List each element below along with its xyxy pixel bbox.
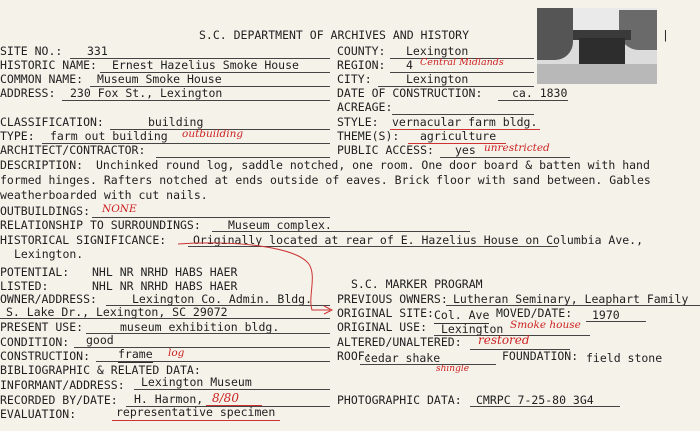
- roof-value: cedar shake: [364, 351, 441, 365]
- common-name-value: Museum Smoke House: [97, 72, 222, 86]
- foundation-label: FOUNDATION:: [502, 349, 579, 363]
- house-photo: [537, 8, 657, 84]
- moved-date-value: 1970: [592, 308, 620, 322]
- shingle-handwritten-note: shingle: [436, 364, 470, 374]
- original-use-label: ORIGINAL USE:: [337, 320, 428, 334]
- city-value: Lexington: [406, 72, 469, 86]
- owner-label: OWNER/ADDRESS:: [0, 292, 97, 306]
- evaluation-label: EVALUATION:: [0, 407, 77, 421]
- region-value: 4: [406, 58, 413, 72]
- recorded-handwritten-date: 8/80: [212, 391, 239, 405]
- type-handwritten-note: outbuilding: [182, 128, 244, 140]
- recorded-value: H. Harmon,: [134, 392, 204, 406]
- listed-label: LISTED:: [0, 279, 49, 293]
- public-access-label: PUBLIC ACCESS:: [337, 143, 434, 157]
- address-label: ADDRESS:: [0, 86, 56, 100]
- roof-label: ROOF:: [337, 349, 372, 363]
- historic-name-value: Ernest Hazelius Smoke House: [112, 58, 299, 72]
- original-use-value: Lexington: [441, 322, 504, 336]
- outbuildings-label: OUTBUILDINGS:: [0, 204, 91, 218]
- county-value: Lexington: [406, 44, 469, 58]
- construction-label: CONSTRUCTION:: [0, 349, 91, 363]
- significance-line-2: Lexington.: [14, 247, 84, 261]
- county-label: COUNTY:: [337, 44, 386, 58]
- potential-values: NHL NR NRHD HABS HAER: [92, 265, 238, 279]
- themes-value: agriculture: [420, 129, 497, 143]
- owner-line-2: S. Lake Dr., Lexington, SC 29072: [6, 305, 228, 319]
- previous-owners-label: PREVIOUS OWNERS:: [337, 292, 448, 306]
- description-line-3: weatherboarded with cut nails.: [0, 188, 208, 202]
- acreage-label: ACREAGE:: [337, 100, 393, 114]
- present-use-value: museum exhibition bldg.: [120, 320, 280, 334]
- style-label: STYLE:: [337, 115, 379, 129]
- informant-value: Lexington Museum: [141, 375, 252, 389]
- photographic-label: PHOTOGRAPHIC DATA:: [337, 393, 462, 407]
- city-label: CITY:: [337, 72, 372, 86]
- type-label: TYPE:: [0, 129, 35, 143]
- foundation-value: field stone: [586, 351, 663, 365]
- original-site-value: Col. Ave: [434, 308, 490, 322]
- original-site-label: ORIGINAL SITE:: [337, 306, 434, 320]
- region-label: REGION:: [337, 58, 386, 72]
- recorded-label: RECORDED BY/DATE:: [0, 393, 118, 407]
- bibliographic-label: BIBLIOGRAPHIC & RELATED DATA:: [0, 363, 201, 377]
- margin-mark: |: [662, 28, 669, 42]
- photographic-value: CMRPC 7-25-80 3G4: [476, 393, 594, 407]
- significance-label: HISTORICAL SIGNIFICANCE:: [0, 233, 167, 247]
- informant-label: INFORMANT/ADDRESS:: [0, 378, 125, 392]
- relationship-label: RELATIONSHIP TO SURROUNDINGS:: [0, 218, 201, 232]
- previous-owners-value: Lutheran Seminary, Leaphart Family: [453, 292, 689, 306]
- public-access-value: yes: [455, 143, 476, 157]
- public-access-handwritten-note: unrestricted: [484, 142, 550, 154]
- site-no-value: 331: [87, 44, 108, 58]
- owner-line-1: Lexington Co. Admin. Bldg.: [132, 292, 313, 306]
- address-value: 230 Fox St., Lexington: [70, 86, 223, 100]
- marker-program-label: S.C. MARKER PROGRAM: [351, 277, 483, 291]
- classification-value: building: [148, 115, 204, 129]
- description-line-2: formed hinges. Rafters notched at ends outside of eaves. Brick floor with sand between. Gables: [0, 173, 651, 187]
- altered-handwritten-note: restored: [478, 333, 530, 347]
- condition-value: good: [86, 333, 114, 347]
- architect-label: ARCHITECT/CONTRACTOR:: [0, 143, 146, 157]
- date-construction-value: ca. 1830: [512, 86, 568, 100]
- date-construction-label: DATE OF CONSTRUCTION:: [337, 86, 483, 100]
- listed-values: NHL NR NRHD HABS HAER: [92, 279, 238, 293]
- relationship-value: Museum complex.: [228, 218, 332, 232]
- historic-name-label: HISTORIC NAME:: [0, 58, 97, 72]
- description-label: DESCRIPTION:: [0, 158, 84, 172]
- style-value: vernacular farm bldg.: [392, 115, 538, 129]
- original-use-handwritten-note: Smoke house: [510, 319, 581, 331]
- potential-label: POTENTIAL:: [0, 265, 70, 279]
- moved-date-label: MOVED/DATE:: [496, 306, 573, 320]
- site-no-label: SITE NO.:: [0, 44, 63, 58]
- common-name-label: COMMON NAME:: [0, 72, 84, 86]
- card-title: S.C. DEPARTMENT OF ARCHIVES AND HISTORY: [199, 28, 470, 42]
- evaluation-value: representative specimen: [116, 405, 276, 419]
- type-value: farm out building: [50, 129, 168, 143]
- region-handwritten-note: Central Midlands: [420, 57, 504, 68]
- construction-value: frame: [118, 347, 153, 361]
- condition-label: CONDITION:: [0, 335, 70, 349]
- significance-line-1: Originally located at rear of E. Hazelius House on Columbia Ave.,: [193, 233, 644, 247]
- outbuildings-handwritten-note: NONE: [102, 203, 137, 215]
- classification-label: CLASSIFICATION:: [0, 115, 104, 129]
- altered-label: ALTERED/UNALTERED:: [337, 335, 462, 349]
- description-line-1: Unchinked round log, saddle notched, one room. One door board & batten with hand: [96, 158, 650, 172]
- red-arrow-annotation: [170, 238, 340, 318]
- themes-label: THEME(S):: [337, 129, 400, 143]
- construction-handwritten-note: log: [168, 347, 185, 359]
- present-use-label: PRESENT USE:: [0, 320, 84, 334]
